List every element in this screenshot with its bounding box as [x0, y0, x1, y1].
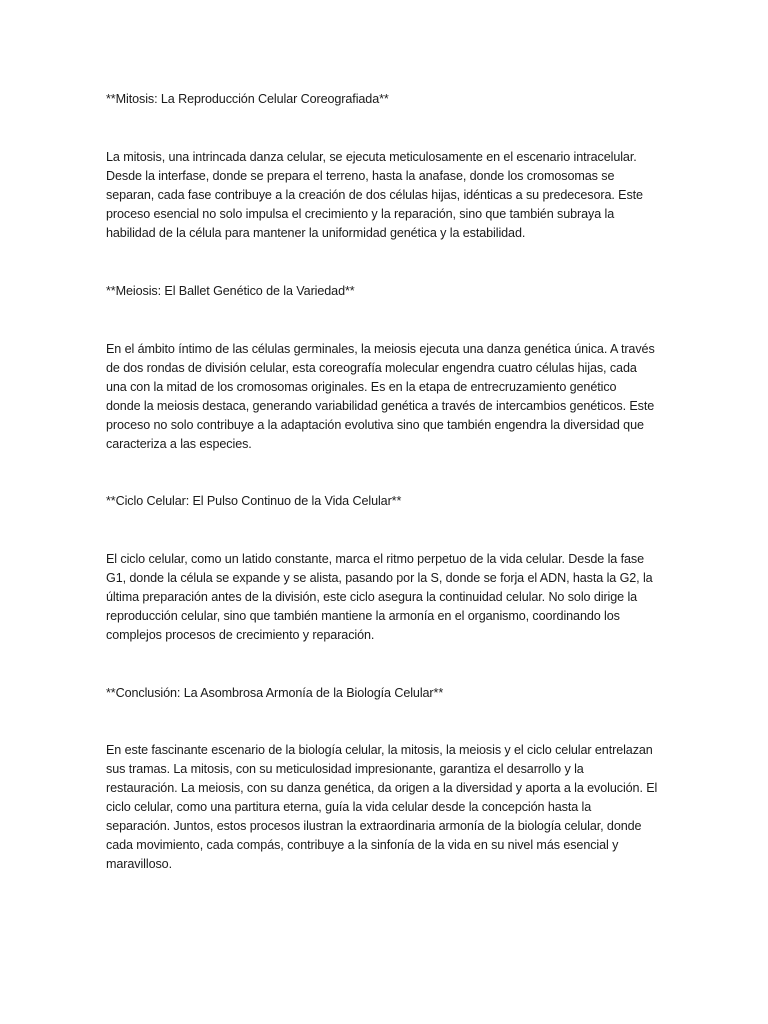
paragraph-line: En este fascinante escenario de la biología celular, la mitosis, la meiosis y el ciclo celular entrelazan	[106, 743, 653, 757]
paragraph-line: donde la meiosis destaca, generando variabilidad genética a través de intercambios genéticos. Este	[106, 399, 655, 413]
paragraph-line: complejos procesos de crecimiento y reparación.	[106, 628, 375, 642]
paragraph-line: sus tramas. La mitosis, con su meticulosidad impresionante, garantiza el desarrollo y la	[106, 762, 584, 776]
paragraph-line: de dos rondas de división celular, esta coreografía molecular engendra cuatro células hijas, cada	[106, 361, 637, 375]
paragraph-line: La mitosis, una intrincada danza celular, se ejecuta meticulosamente en el escenario intracelular.	[106, 150, 637, 164]
paragraph-line: separan, cada fase contribuye a la creación de dos células hijas, idénticas a su predecesora. Este	[106, 188, 643, 202]
paragraph-line: reproducción celular, sino que también mantiene la armonía en el organismo, coordinando los	[106, 609, 620, 623]
section-heading-conclusion: **Conclusión: La Asombrosa Armonía de la Biología Celular**	[106, 686, 444, 700]
paragraph-line: una con la mitad de los cromosomas originales. Es en la etapa de entrecruzamiento genético	[106, 380, 617, 394]
paragraph-line: El ciclo celular, como un latido constante, marca el ritmo perpetuo de la vida celular. Desde la fase	[106, 552, 645, 566]
paragraph-line: última preparación antes de la división, este ciclo asegura la continuidad celular. No solo dirige la	[106, 590, 638, 604]
section-heading-ciclo-celular: **Ciclo Celular: El Pulso Continuo de la Vida Celular**	[106, 494, 402, 508]
section-heading-mitosis: **Mitosis: La Reproducción Celular Coreografiada**	[106, 92, 389, 106]
paragraph-line: cada movimiento, cada compás, contribuye a la sinfonía de la vida en su nivel más esencial y	[106, 838, 619, 852]
paragraph-line: G1, donde la célula se expande y se alista, pasando por la S, donde se forja el ADN, hasta la G2, la	[106, 571, 653, 585]
paragraph-line: maravilloso.	[106, 857, 172, 871]
section-paragraph-ciclo-celular	[106, 550, 666, 645]
paragraph-line: Desde la interfase, donde se prepara el terreno, hasta la anafase, donde los cromosomas se	[106, 169, 615, 183]
paragraph-line: restauración. La meiosis, con su danza genética, da origen a la diversidad y aporta a la evolución. El	[106, 781, 658, 795]
paragraph-line: separación. Juntos, estos procesos ilustran la extraordinaria armonía de la biología celular, donde	[106, 819, 642, 833]
paragraph-line: proceso esencial no solo impulsa el crecimiento y la reparación, sino que también subraya la	[106, 207, 615, 221]
paragraph-line: ciclo celular, como una partitura eterna, guía la vida celular desde la concepción hasta la	[106, 800, 592, 814]
section-paragraph-meiosis	[106, 340, 666, 454]
section-paragraph-mitosis	[106, 148, 666, 243]
section-heading-meiosis: **Meiosis: El Ballet Genético de la Variedad**	[106, 284, 355, 298]
paragraph-line: caracteriza a las especies.	[106, 437, 252, 451]
paragraph-line: proceso no solo contribuye a la adaptación evolutiva sino que también engendra la diversidad que	[106, 418, 644, 432]
section-paragraph-conclusion	[106, 741, 666, 874]
paragraph-line: habilidad de la célula para mantener la uniformidad genética y la estabilidad.	[106, 226, 526, 240]
paragraph-line: En el ámbito íntimo de las células germinales, la meiosis ejecuta una danza genética única. A través	[106, 342, 655, 356]
